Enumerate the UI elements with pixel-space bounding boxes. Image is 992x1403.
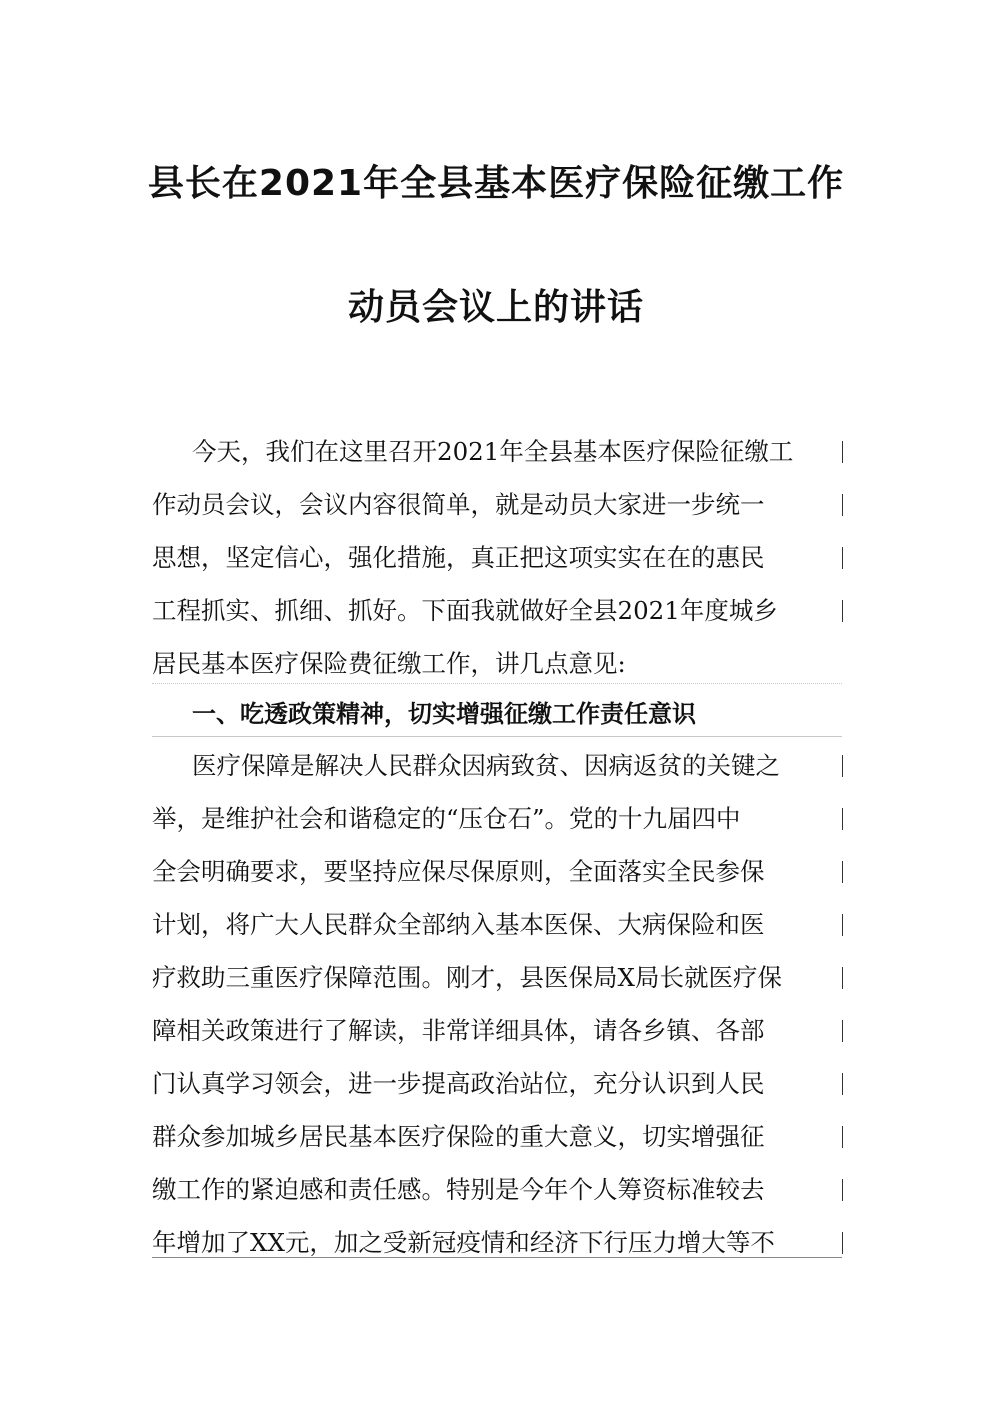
line-end-marker: [842, 1232, 843, 1254]
section-1-line-8: 群众参加城乡居民基本医疗保险的重大意义，切实增强征: [152, 1122, 765, 1151]
line-end-marker: [842, 1073, 843, 1095]
section-1-line-5: 疗救助三重医疗保障范围。刚才，县医保局X局长就医疗保: [152, 963, 782, 992]
intro-line-4: 工程抓实、抓细、抓好。下面我就做好全县2021年度城乡: [152, 596, 778, 625]
line-end-marker: [842, 1179, 843, 1201]
section-1-heading: 一、吃透政策精神，切实增强征缴工作责任意识: [192, 700, 696, 728]
section-1-line-4: 计划，将广大人民群众全部纳入基本医保、大病保险和医: [152, 910, 765, 939]
heading-separator: [152, 736, 842, 737]
line-end-marker: [842, 967, 843, 989]
section-1-line-9: 缴工作的紧迫感和责任感。特别是今年个人筹资标准较去: [152, 1175, 765, 1204]
section-1-line-1: 医疗保障是解决人民群众因病致贫、因病返贫的关键之: [192, 751, 780, 780]
intro-line-1: 今天，我们在这里召开2021年全县基本医疗保险征缴工: [192, 437, 794, 466]
line-end-marker: [842, 441, 843, 463]
page-bottom-rule: [152, 1257, 842, 1258]
line-end-marker: [842, 808, 843, 830]
section-1-line-7: 门认真学习领会，进一步提高政治站位，充分认识到人民: [152, 1069, 765, 1098]
section-1-line-3: 全会明确要求，要坚持应保尽保原则，全面落实全民参保: [152, 857, 765, 886]
intro-line-2: 作动员会议，会议内容很简单，就是动员大家进一步统一: [152, 490, 765, 519]
line-end-marker: [842, 494, 843, 516]
line-end-marker: [842, 861, 843, 883]
line-end-marker: [842, 755, 843, 777]
line-end-marker: [842, 600, 843, 622]
intro-line-3: 思想，坚定信心，强化措施，真正把这项实实在在的惠民: [152, 543, 765, 572]
line-end-marker: [842, 914, 843, 936]
intro-line-5: 居民基本医疗保险费征缴工作，讲几点意见:: [152, 649, 626, 678]
line-end-marker: [842, 1126, 843, 1148]
document-title-line-2: 动员会议上的讲话: [347, 287, 644, 328]
section-1-line-6: 障相关政策进行了解读，非常详细具体，请各乡镇、各部: [152, 1016, 765, 1045]
section-1-line-10: 年增加了XX元，加之受新冠疫情和经济下行压力增大等不: [152, 1228, 775, 1257]
section-1-line-2: 举，是维护社会和谐稳定的“压仓石”。党的十九届四中: [152, 804, 741, 833]
line-end-marker: [842, 1020, 843, 1042]
document-title-line-1: 县长在2021年全县基本医疗保险征缴工作: [147, 163, 845, 204]
line-end-marker: [842, 547, 843, 569]
paragraph-separator: [152, 683, 842, 684]
